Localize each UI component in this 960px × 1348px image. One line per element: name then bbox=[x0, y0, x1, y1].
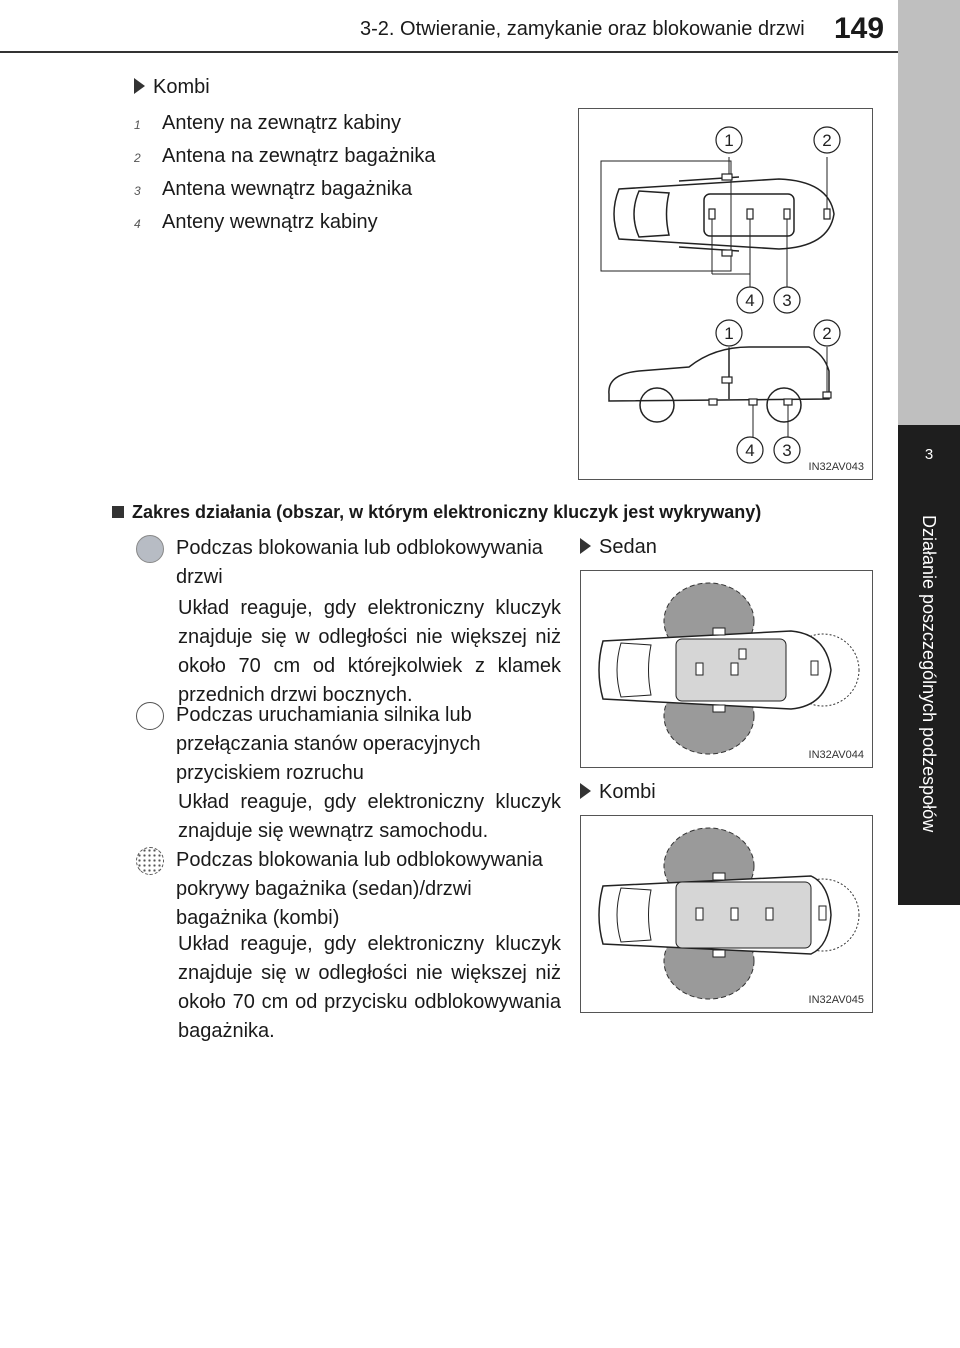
legend-number: 4 bbox=[134, 217, 141, 231]
chapter-number: 3 bbox=[898, 425, 960, 505]
antenna-location-figure bbox=[578, 108, 873, 480]
entry-body: Układ reaguje, gdy elektroniczny kluczyk znajduje się w odległości nie większej niż około 70 cm od przycisku odblokowywania bagażnika. bbox=[178, 933, 561, 1042]
header-title: 3-2. Otwieranie, zamykanie oraz blokowanie drzwi bbox=[360, 18, 805, 40]
legend-item bbox=[134, 145, 436, 168]
antenna-diagram bbox=[579, 109, 872, 479]
figure-code: IN32AV045 bbox=[808, 994, 864, 1006]
callout-number: 4 bbox=[745, 441, 755, 460]
section-heading: Zakres działania (obszar, w którym elektroniczny kluczyk jest wykrywany) bbox=[112, 502, 761, 523]
callout-number: 1 bbox=[724, 131, 734, 150]
zone-dark-legend-icon bbox=[136, 535, 164, 563]
legend-text: Anteny wewnątrz kabiny bbox=[162, 211, 378, 233]
zone-interior-legend-icon bbox=[136, 702, 164, 730]
callout-number: 4 bbox=[745, 291, 755, 310]
callout-number: 3 bbox=[782, 291, 792, 310]
chapter-side-tab bbox=[898, 0, 960, 1348]
entry-body: Układ reaguje, gdy elektroniczny kluczyk znajduje się wewnątrz samochodu. bbox=[178, 791, 561, 842]
header-rule bbox=[0, 51, 900, 53]
entry-title: Podczas uruchamiania silnika lub przełączania stanów operacyjnych przyciskiem rozruchu bbox=[176, 704, 481, 784]
callout-number: 2 bbox=[822, 324, 832, 343]
legend-item bbox=[134, 178, 412, 201]
side-tab-top bbox=[898, 0, 960, 425]
legend-number: 2 bbox=[134, 151, 141, 165]
kombi-range-figure bbox=[580, 815, 873, 1013]
kombi-range-diagram bbox=[581, 816, 872, 1012]
legend-text: Antena wewnątrz bagażnika bbox=[162, 178, 413, 200]
variant-label-kombi-range: Kombi bbox=[580, 781, 656, 804]
variant-label-sedan: Sedan bbox=[580, 536, 657, 559]
callout-number: 1 bbox=[724, 324, 734, 343]
sedan-range-figure bbox=[580, 570, 873, 768]
legend-number: 1 bbox=[134, 118, 141, 132]
entry-title: Podczas blokowania lub odblokowywania drzwi bbox=[176, 537, 543, 588]
entry-title: Podczas blokowania lub odblokowywania pokrywy bagażnika (sedan)/drzwi bagażnika (kombi) bbox=[176, 849, 543, 929]
zone-trunk-legend-icon bbox=[136, 847, 164, 875]
arrow-right-icon bbox=[580, 538, 591, 554]
page-number: 149 bbox=[834, 12, 885, 45]
legend-item bbox=[134, 211, 378, 234]
callout-number: 2 bbox=[822, 131, 832, 150]
legend-text: Anteny na zewnątrz kabiny bbox=[162, 112, 402, 134]
legend-number: 3 bbox=[134, 184, 141, 198]
legend-text: Antena na zewnątrz bagażnika bbox=[162, 145, 436, 167]
callout-number: 3 bbox=[782, 441, 792, 460]
variant-label-kombi: Kombi bbox=[134, 76, 210, 99]
arrow-right-icon bbox=[580, 783, 591, 799]
arrow-right-icon bbox=[134, 78, 145, 94]
legend-item bbox=[134, 112, 401, 135]
figure-code: IN32AV043 bbox=[808, 461, 864, 473]
chapter-title: Działanie poszczególnych podzespołów bbox=[919, 515, 939, 833]
figure-code: IN32AV044 bbox=[808, 749, 864, 761]
sedan-range-diagram bbox=[581, 571, 872, 767]
entry-body: Układ reaguje, gdy elektroniczny kluczyk znajduje się w odległości nie większej niż około 70 cm od którejkolwiek z klamek przednich drzwi bocznych. bbox=[178, 597, 561, 706]
square-bullet-icon bbox=[112, 506, 124, 518]
